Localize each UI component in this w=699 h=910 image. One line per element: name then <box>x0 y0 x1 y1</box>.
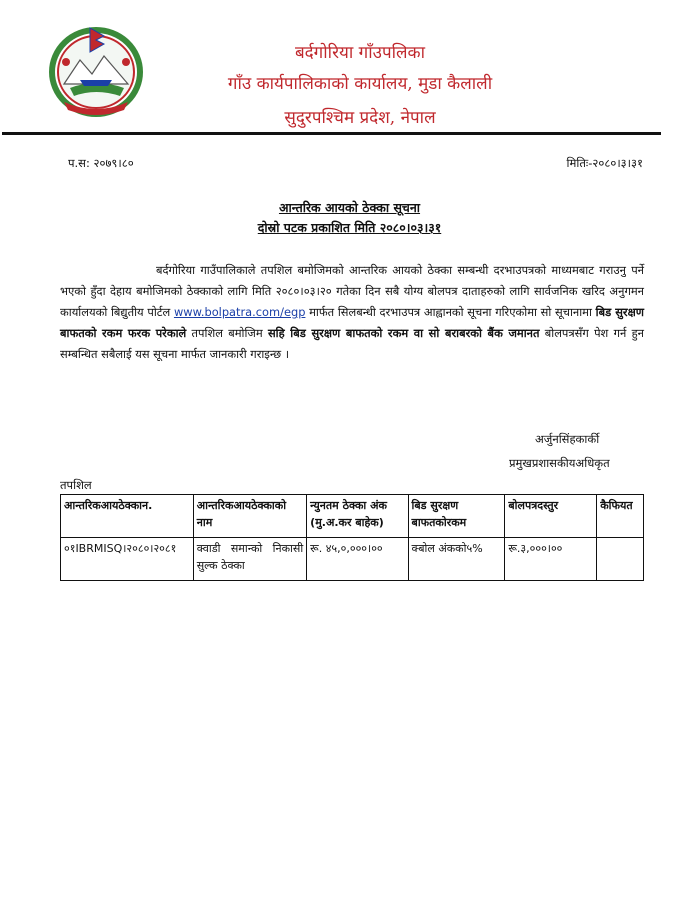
egp-portal-link[interactable]: www.bolpatra.com/egp <box>173 305 306 319</box>
header-province: सुदुरपश्चिम प्रदेश, नेपाल <box>284 108 436 128</box>
header-remarks: कैफियत <box>597 495 644 538</box>
table-header-row <box>61 495 644 538</box>
header-contract-name: आन्तरिकआयठेक्काको नाम <box>193 495 306 538</box>
cell-bid-fee: रू.३,०००।०० <box>505 538 597 581</box>
body-text-1: बर्दगोरिया गाउँपालिकाले तपशिल बमोजिमको आन्तरिक आयको ठेक्का सम्बन्धी दरभाउपत्रको माध्यमबाट गराउनु पर्ने भएको हुँदा देहाय बमोजिमको ठेक्काको लागि मिति २०८०।०३।२० गतेका दिन सबै योग्य बोलपत्र दाताहरुको लागि सार्वजनिक खरिद अनुगमन कार्यालयको बिद्युतीय पोर्टल <box>60 263 644 319</box>
header-contract-no: आन्तरिकआयठेक्कान. <box>61 495 194 538</box>
reference-number: प.स: २०७९।८० <box>68 156 134 170</box>
body-text-3: तपशिल बमोजिम <box>186 326 268 340</box>
cell-contract-name: क्वाडी समान्को निकासी सुल्क ठेक्का <box>193 538 306 581</box>
body-bold-1: बिड सुरक्षण बाफतको रकम फरक परेकाले <box>60 305 644 340</box>
header-bid-fee: बोलपत्रदस्तुर <box>505 495 597 538</box>
cell-remarks <box>597 538 644 581</box>
header-divider <box>2 132 661 135</box>
notice-title: आन्तरिक आयको ठेक्का सूचना <box>278 200 421 215</box>
notice-body <box>60 260 644 365</box>
cell-minimum-amount: रू. ४५,०,०००।०० <box>307 538 408 581</box>
header-municipality-name: बर्दगोरिया गाँउपलिका <box>294 43 426 63</box>
table-row <box>61 538 644 581</box>
signatory-designation: प्रमुखप्रशासकीयअधिकृत <box>509 456 610 470</box>
contract-table <box>60 494 644 581</box>
notice-subtitle: दोस्रो पटक प्रकाशित मिति २०८०।०३।३१ <box>257 220 442 235</box>
header-office-name: गाँउ कार्यपालिकाको कार्यालय, मुडा कैलाली <box>227 74 493 94</box>
cell-contract-no: ०१IBRMISQ।२०८०।२०८१ <box>61 538 194 581</box>
header-minimum-amount: न्युनतम ठेक्का अंक (मु.अ.कर बाहेक) <box>307 495 408 538</box>
nepal-emblem-icon <box>46 22 146 118</box>
body-text-2: मार्फत सिलबन्धी दरभाउपत्र आह्वानको सूचना गरिएकोमा सो सूचानामा <box>305 305 596 319</box>
header-bid-security: बिड सुरक्षण बाफतकोरकम <box>408 495 505 538</box>
notice-date: मितिः-२०८०।३।३१ <box>566 156 643 170</box>
cell-bid-security: क्बोल अंकको५% <box>408 538 505 581</box>
signatory-name: अर्जुनसिंहकार्की <box>535 432 600 446</box>
body-bold-2: सहि बिड सुरक्षण बाफतको रकम वा सो बराबरको बैंक जमानत <box>267 326 540 340</box>
body-text-4: बोलपत्रसँग पेश गर्न हुन सम्बन्धित सबैलाई यस सूचना मार्फत जानकारी गराइन्छ । <box>60 326 644 361</box>
table-label: तपशिल <box>60 478 92 492</box>
